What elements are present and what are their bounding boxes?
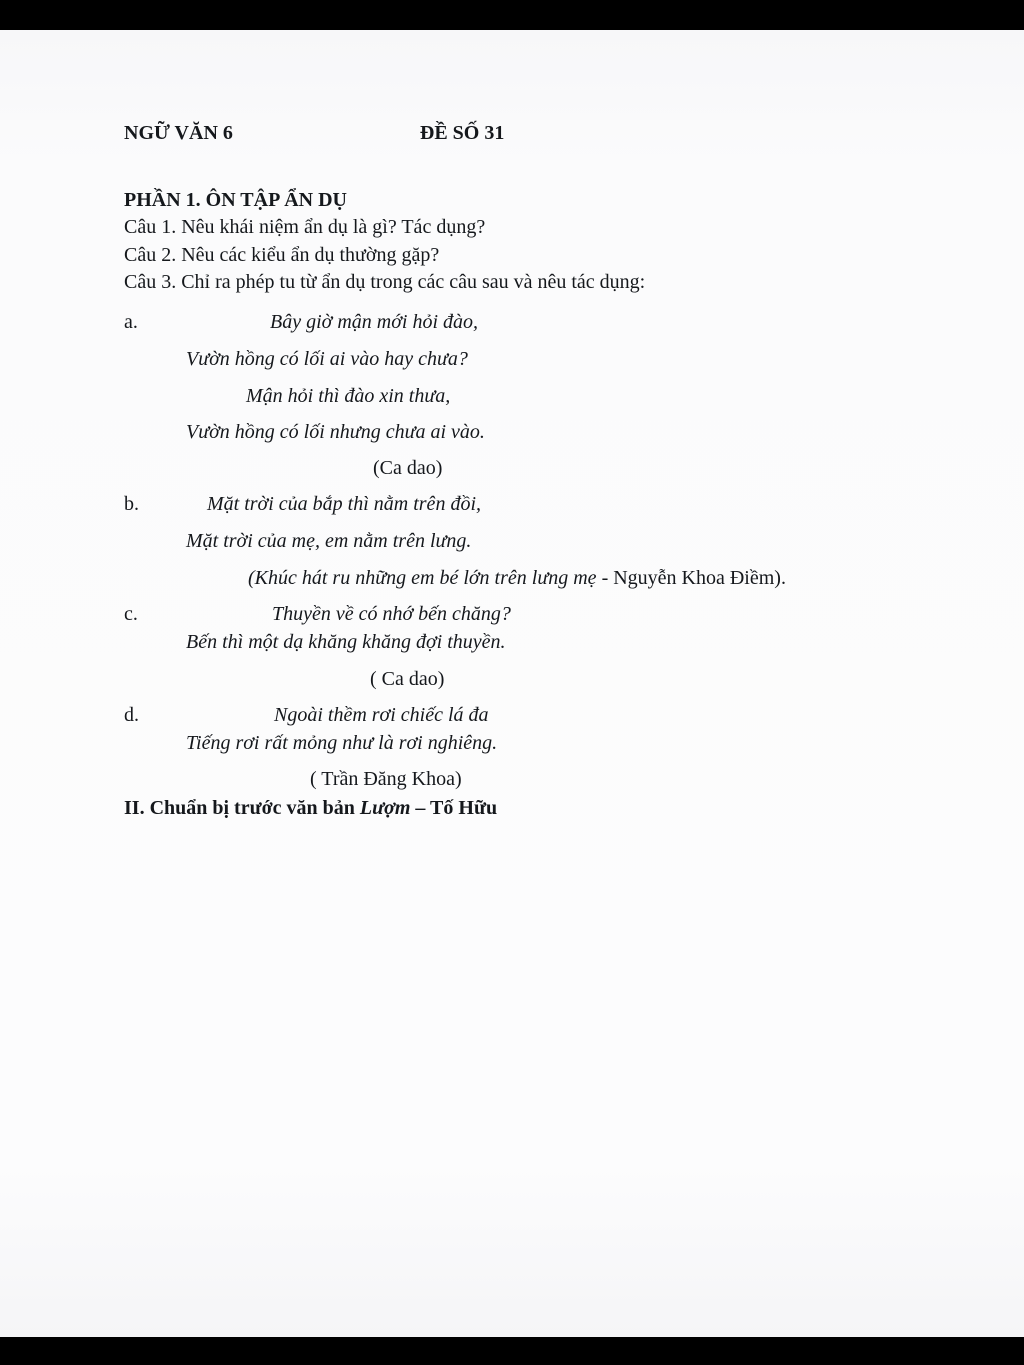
doc-header [124, 120, 964, 147]
question-3: Câu 3. Chỉ ra phép tu từ ẩn dụ trong các câu sau và nêu tác dụng: [124, 271, 646, 293]
question-2: Câu 2. Nêu các kiểu ẩn dụ thường gặp? [124, 243, 440, 266]
verse-line: Bây giờ mận mới hỏi đào, [270, 310, 478, 333]
item-label-c: c. [124, 602, 138, 625]
verse-source [248, 565, 964, 592]
verse-line: Thuyền về có nhớ bến chăng? [272, 602, 511, 625]
top-black-bar [0, 0, 1024, 30]
part2-prefix: II. Chuẩn bị trước văn bản [124, 796, 360, 819]
verse-source: (Ca dao) [373, 456, 443, 479]
part2-title [124, 794, 964, 822]
question-1: Câu 1. Nêu khái niệm ẩn dụ là gì? Tác dụng? [124, 216, 486, 238]
verse-line: Vườn hồng có lối nhưng chưa ai vào. [186, 420, 485, 443]
part2-work-title: Lượm [359, 796, 411, 819]
part1-title: PHẦN 1. ÔN TẬP ẨN DỤ [124, 189, 347, 211]
verse-item-a [124, 309, 964, 482]
item-label-b: b. [124, 492, 139, 515]
verse-line: Mặt trời của bắp thì nằm trên đồi, [207, 492, 481, 515]
item-label-d: d. [124, 703, 139, 726]
bottom-black-bar [0, 1337, 1024, 1365]
source-title: (Khúc hát ru những em bé lớn trên lưng mẹ [248, 566, 597, 589]
document-page [0, 30, 1024, 1337]
item-label-a: a. [124, 310, 138, 333]
verse-item-b [124, 491, 964, 592]
verse-line: Mận hỏi thì đào xin thưa, [246, 384, 451, 407]
source-author: - Nguyễn Khoa Điềm). [596, 566, 786, 589]
verse-line: Tiếng rơi rất mỏng như là rơi nghiêng. [186, 731, 498, 754]
course-title: NGỮ VĂN 6 [124, 122, 233, 144]
part2-suffix: – Tố Hữu [410, 796, 498, 819]
verse-source: ( Ca dao) [370, 667, 445, 690]
verse-line: Vườn hồng có lối ai vào hay chưa? [186, 347, 468, 370]
verse-line: Bến thì một dạ khăng khăng đợi thuyền. [186, 630, 506, 653]
exam-number: ĐỀ SỐ 31 [419, 122, 505, 144]
verse-item-c [124, 601, 964, 693]
verse-source: ( Trần Đăng Khoa) [310, 767, 462, 790]
verse-line: Mặt trời của mẹ, em nằm trên lưng. [186, 529, 472, 552]
verse-item-d [124, 702, 964, 793]
verse-line: Ngoài thềm rơi chiếc lá đa [274, 703, 489, 726]
